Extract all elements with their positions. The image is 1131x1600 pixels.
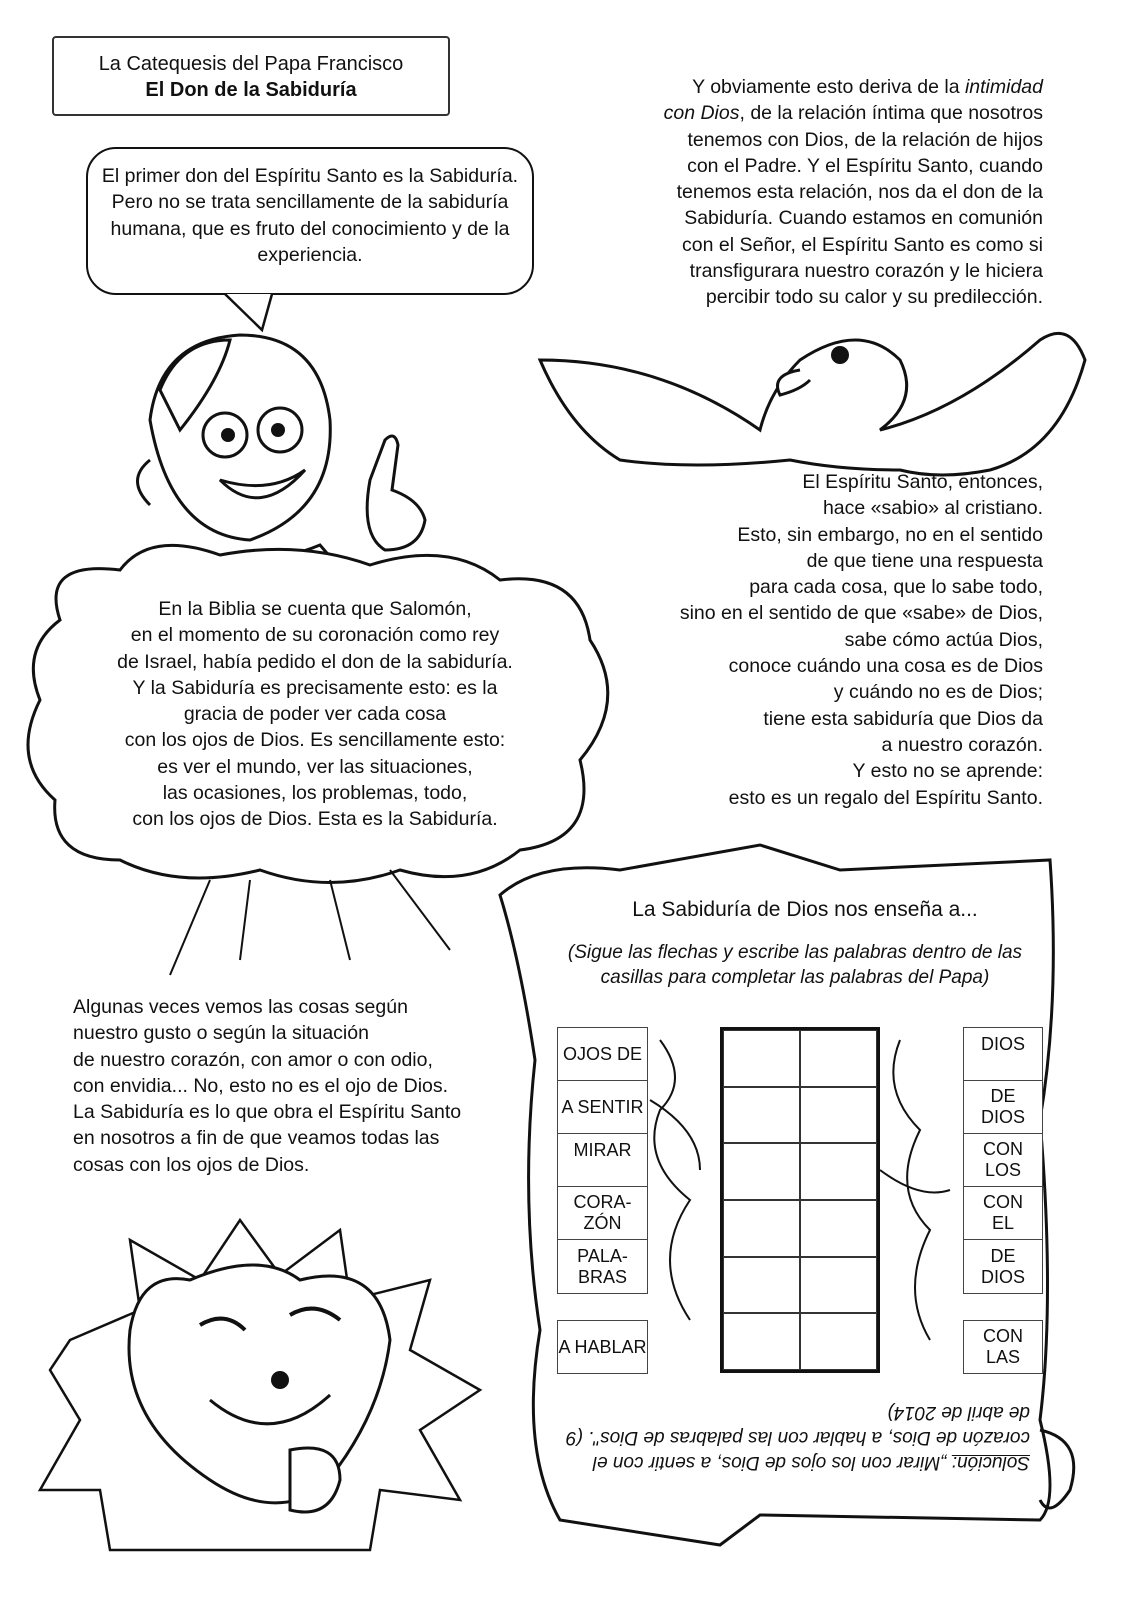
answer-cell[interactable]	[723, 1313, 800, 1370]
answer-cell[interactable]	[723, 1257, 800, 1314]
solution-text: „Mirar con los ojos de Dios, a sentir con el corazón de Dios, a hablar con las palabras de Dios". (9 de abril de 2014)	[565, 1402, 1030, 1473]
italic-text: con Dios	[663, 102, 740, 125]
text-line: cosas con los ojos de Dios.	[73, 1153, 310, 1176]
speech-bubble	[86, 147, 534, 295]
text-line: La Sabiduría es lo que obra el Espíritu Santo	[73, 1101, 462, 1124]
heart-illustration	[40, 1220, 500, 1550]
solution-label: Solución:	[951, 1452, 1030, 1473]
holy-spirit-paragraph	[560, 469, 1043, 811]
eyes-of-god-paragraph	[73, 994, 543, 1178]
bubble-text: El primer don del Espíritu Santo es la Sabiduría. Pero no se trata sencillamente de la sabiduría humana, que es fruto del conocimiento y de la experiencia.	[101, 165, 519, 266]
text-line: para cada cosa, que lo sabe todo,	[749, 576, 1043, 599]
answer-cell[interactable]	[800, 1030, 877, 1087]
text-line: de que tiene una respuesta	[806, 549, 1043, 572]
left-word-box: A HABLAR	[557, 1320, 648, 1374]
lesson-title: El Don de la Sabiduría	[145, 79, 357, 101]
answer-cell[interactable]	[800, 1087, 877, 1144]
text-line: transfigurara nuestro corazón y le hiciera	[689, 260, 1043, 283]
answer-cell[interactable]	[723, 1143, 800, 1200]
answer-cell[interactable]	[800, 1257, 877, 1314]
right-word-box: CON EL	[963, 1186, 1043, 1240]
series-title: La Catequesis del Papa Francisco	[98, 53, 404, 75]
answer-cell[interactable]	[800, 1200, 877, 1257]
text-line: gracia de poder ver cada cosa	[183, 703, 447, 726]
text-line: es ver el mundo, ver las situaciones,	[157, 755, 473, 778]
scroll-frame	[0, 0, 1, 1]
text-line: hace «sabio» al cristiano.	[822, 497, 1043, 520]
answer-cell[interactable]	[723, 1030, 800, 1087]
text-line: con el Señor, el Espíritu Santo es como si	[682, 233, 1043, 256]
text-line: con los ojos de Dios. Es sencillamente esto:	[124, 729, 506, 752]
text-line: esto es un regalo del Espíritu Santo.	[728, 786, 1043, 809]
text-line: con los ojos de Dios. Esta es la Sabiduría.	[132, 808, 498, 831]
text-line: nuestro gusto o según la situación	[73, 1022, 369, 1045]
text-line: Sabiduría. Cuando estamos en comunión	[684, 207, 1043, 230]
text-line: de Israel, había pedido el don de la sabiduría.	[117, 650, 513, 673]
text-line: En la Biblia se cuenta que Salomón,	[158, 598, 472, 620]
text-line: con envidia... No, esto no es el ojo de Dios.	[73, 1074, 449, 1097]
cloud-paragraph	[70, 596, 560, 833]
right-word-box: DIOS	[963, 1027, 1043, 1081]
text-line: tenemos con Dios, de la relación de hijos	[687, 128, 1043, 151]
text-line: con el Padre. Y el Espíritu Santo, cuando	[687, 154, 1043, 177]
text-line: en el momento de su coronación como rey	[130, 624, 500, 647]
puzzle-instructions: (Sigue las flechas y escribe las palabras dentro de las casillas para completar las palabras del Papa)	[567, 942, 1023, 988]
text-line: Esto, sin embargo, no en el sentido	[737, 523, 1043, 546]
answer-grid	[720, 1027, 880, 1373]
text-line: Y obviamente esto deriva de la	[692, 76, 965, 98]
text-line: tenemos esta relación, nos da el don de la	[676, 181, 1043, 204]
answer-cell[interactable]	[723, 1200, 800, 1257]
text-line: tiene esta sabiduría que Dios da	[763, 707, 1043, 730]
text-line: sino en el sentido de que «sabe» de Dios,	[679, 602, 1043, 625]
text-line: a nuestro corazón.	[881, 733, 1043, 756]
title-box	[52, 36, 450, 116]
text-line: las ocasiones, los problemas, todo,	[162, 782, 468, 805]
answer-cell[interactable]	[723, 1087, 800, 1144]
puzzle-title: La Sabiduría de Dios nos enseña a...	[632, 898, 978, 921]
text-line: en nosotros a fin de que veamos todas las	[73, 1127, 440, 1150]
upside-down-solution	[560, 1400, 1030, 1475]
right-word-box: DE DIOS	[963, 1239, 1043, 1294]
text-line: Algunas veces vemos las cosas según	[73, 996, 408, 1018]
text-line: El Espíritu Santo, entonces,	[802, 471, 1043, 493]
left-word-box: PALA- BRAS	[557, 1239, 648, 1294]
text-line: de nuestro corazón, con amor o con odio,	[73, 1048, 433, 1071]
answer-cell[interactable]	[800, 1143, 877, 1200]
text-line: percibir todo su calor y su predilección.	[705, 286, 1043, 309]
answer-cell[interactable]	[800, 1313, 877, 1370]
intro-paragraph: Y obviamente esto deriva de la intimidad con Dios, de la relación íntima que nosotros tenemos con Dios, de la relación de hijos con el Padre. Y el Espíritu Santo, cuando tenemos esta relación, nos da el don de la Sabiduría. Cuando estamos en comunión con el Señor, el Espíritu Santo es como si transfigurara nuestro corazón y le hiciera percibir todo su calor y su predilección.	[560, 74, 1043, 311]
left-word-box: CORA- ZÓN	[557, 1186, 648, 1240]
text-line: y cuándo no es de Dios;	[833, 681, 1043, 704]
text-line: de la relación íntima que nosotros	[750, 102, 1043, 125]
right-word-box: CON LAS	[963, 1320, 1043, 1374]
text-line: conoce cuándo una cosa es de Dios	[728, 655, 1043, 678]
left-word-box: OJOS DE	[557, 1027, 648, 1081]
text-line: Y esto no se aprende:	[852, 760, 1043, 783]
italic-text: intimidad	[964, 76, 1043, 98]
right-word-box: DE DIOS	[963, 1080, 1043, 1134]
right-word-box: CON LOS	[963, 1133, 1043, 1187]
left-word-box: MIRAR	[557, 1133, 648, 1187]
text-line: sabe cómo actúa Dios,	[844, 628, 1043, 651]
text-line: Y la Sabiduría es precisamente esto: es la	[132, 676, 498, 699]
left-word-box: A SENTIR	[557, 1080, 648, 1134]
